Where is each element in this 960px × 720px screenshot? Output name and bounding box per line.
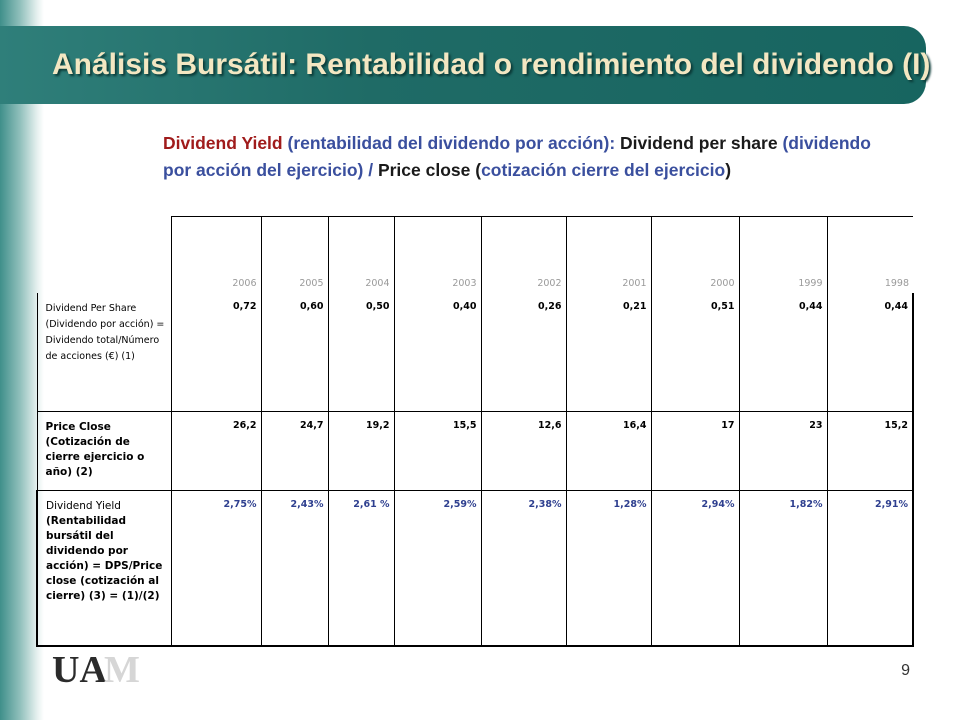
table-cell: 16,4 [566,412,651,491]
table-cell: 0,50 [328,293,394,412]
table-cell: 15,5 [394,412,481,491]
year-header: 2005 [261,217,328,294]
paren-close: ) [725,160,732,180]
table-cell: 19,2 [328,412,394,491]
table-cell: 0,44 [827,293,913,412]
row-label-price-close: Price Close (Cotización de cierre ejercicio o año) (2) [37,412,171,491]
table-cell: 0,26 [481,293,566,412]
table-cell: 0,72 [171,293,261,412]
year-header: 1998 [827,217,913,294]
term-dps-es: (dividendo por acción del ejercicio) / [163,133,871,180]
table-cell: 26,2 [171,412,261,491]
logo-letters-dark: UA [52,649,107,691]
row-label-dy-desc: (Rentabilidad bursátil del dividendo por acción) = DPS/Price close (cotización al cierre) (3) = (1)/(2) [46,515,163,602]
year-header: 2006 [171,217,261,294]
table-cell: 0,51 [651,293,739,412]
table-cell: 0,60 [261,293,328,412]
table-cell: 2,94% [651,491,739,647]
dividend-yield-table [36,216,914,647]
uam-logo [52,649,140,691]
table-cell: 0,40 [394,293,481,412]
year-header-row [37,217,913,294]
table-row-dps [37,293,913,412]
table-cell: 2,38% [481,491,566,647]
table-cell: 24,7 [261,412,328,491]
year-header: 2000 [651,217,739,294]
row-label-dividend-yield [37,491,171,647]
row-label-dps: Dividend Per Share (Dividendo por acción) = Dividendo total/Número de acciones (€) (1) [37,293,171,412]
table-row-price-close [37,412,913,491]
term-price-close-es: cotización cierre del ejercicio [481,160,726,180]
header-corner [37,217,171,294]
table-cell: 2,61 % [328,491,394,647]
table-cell: 1,82% [739,491,827,647]
term-dps: Dividend per share [620,133,778,153]
table-cell: 2,91% [827,491,913,647]
term-dividend-yield: Dividend Yield [163,133,283,153]
row-label-dy-term: Dividend Yield [46,500,121,512]
table-cell: 0,44 [739,293,827,412]
table-cell: 15,2 [827,412,913,491]
table-cell: 1,28% [566,491,651,647]
paren-open: ( [470,160,482,180]
year-header: 2004 [328,217,394,294]
table-cell: 2,59% [394,491,481,647]
table-cell: 12,6 [481,412,566,491]
logo-letter-light: M [104,649,140,691]
table-cell: 17 [651,412,739,491]
definition-text [163,130,873,184]
term-dividend-yield-es: (rentabilidad del dividendo por acción): [282,133,621,153]
table-cell: 2,75% [171,491,261,647]
table-cell: 23 [739,412,827,491]
table-cell: 0,21 [566,293,651,412]
table-row-dividend-yield [37,491,913,647]
year-header: 2001 [566,217,651,294]
slide-title: Análisis Bursátil: Rentabilidad o rendimiento del dividendo (I) [52,48,931,81]
year-header: 2002 [481,217,566,294]
year-header: 1999 [739,217,827,294]
page-number: 9 [901,662,910,679]
term-price-close: Price close [377,160,471,180]
year-header: 2003 [394,217,481,294]
table-cell: 2,43% [261,491,328,647]
